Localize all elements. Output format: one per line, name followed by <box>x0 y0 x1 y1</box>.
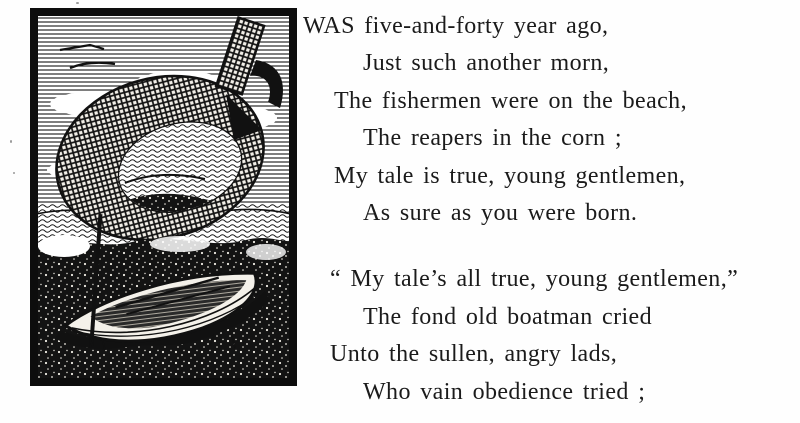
poem-line-9: Unto the sullen, angry lads, <box>330 341 618 368</box>
poem-line-4: The reapers in the corn ; <box>363 125 622 152</box>
poem-line-8: The fond old boatman cried <box>363 303 652 330</box>
ink-speck <box>76 2 79 4</box>
poem-line-5: My tale is true, young gentlemen, <box>334 162 686 189</box>
woodcut-engraving-graphic <box>30 8 297 386</box>
poem-line-7: “ My tale’s all true, young gentlemen,” <box>330 266 739 293</box>
ink-speck <box>13 172 15 174</box>
poem-line-1: WAS five-and-forty year ago, <box>303 13 609 39</box>
ink-speck <box>10 140 12 143</box>
poem-text <box>303 8 738 411</box>
poem-line-10: Who vain obedience tried ; <box>363 378 646 405</box>
woodcut-illustration <box>30 8 297 386</box>
poem-line-6: As sure as you were born. <box>363 199 638 226</box>
poem-line-2: Just such another morn, <box>363 50 610 77</box>
poem-line-3: The fishermen were on the beach, <box>334 87 687 114</box>
